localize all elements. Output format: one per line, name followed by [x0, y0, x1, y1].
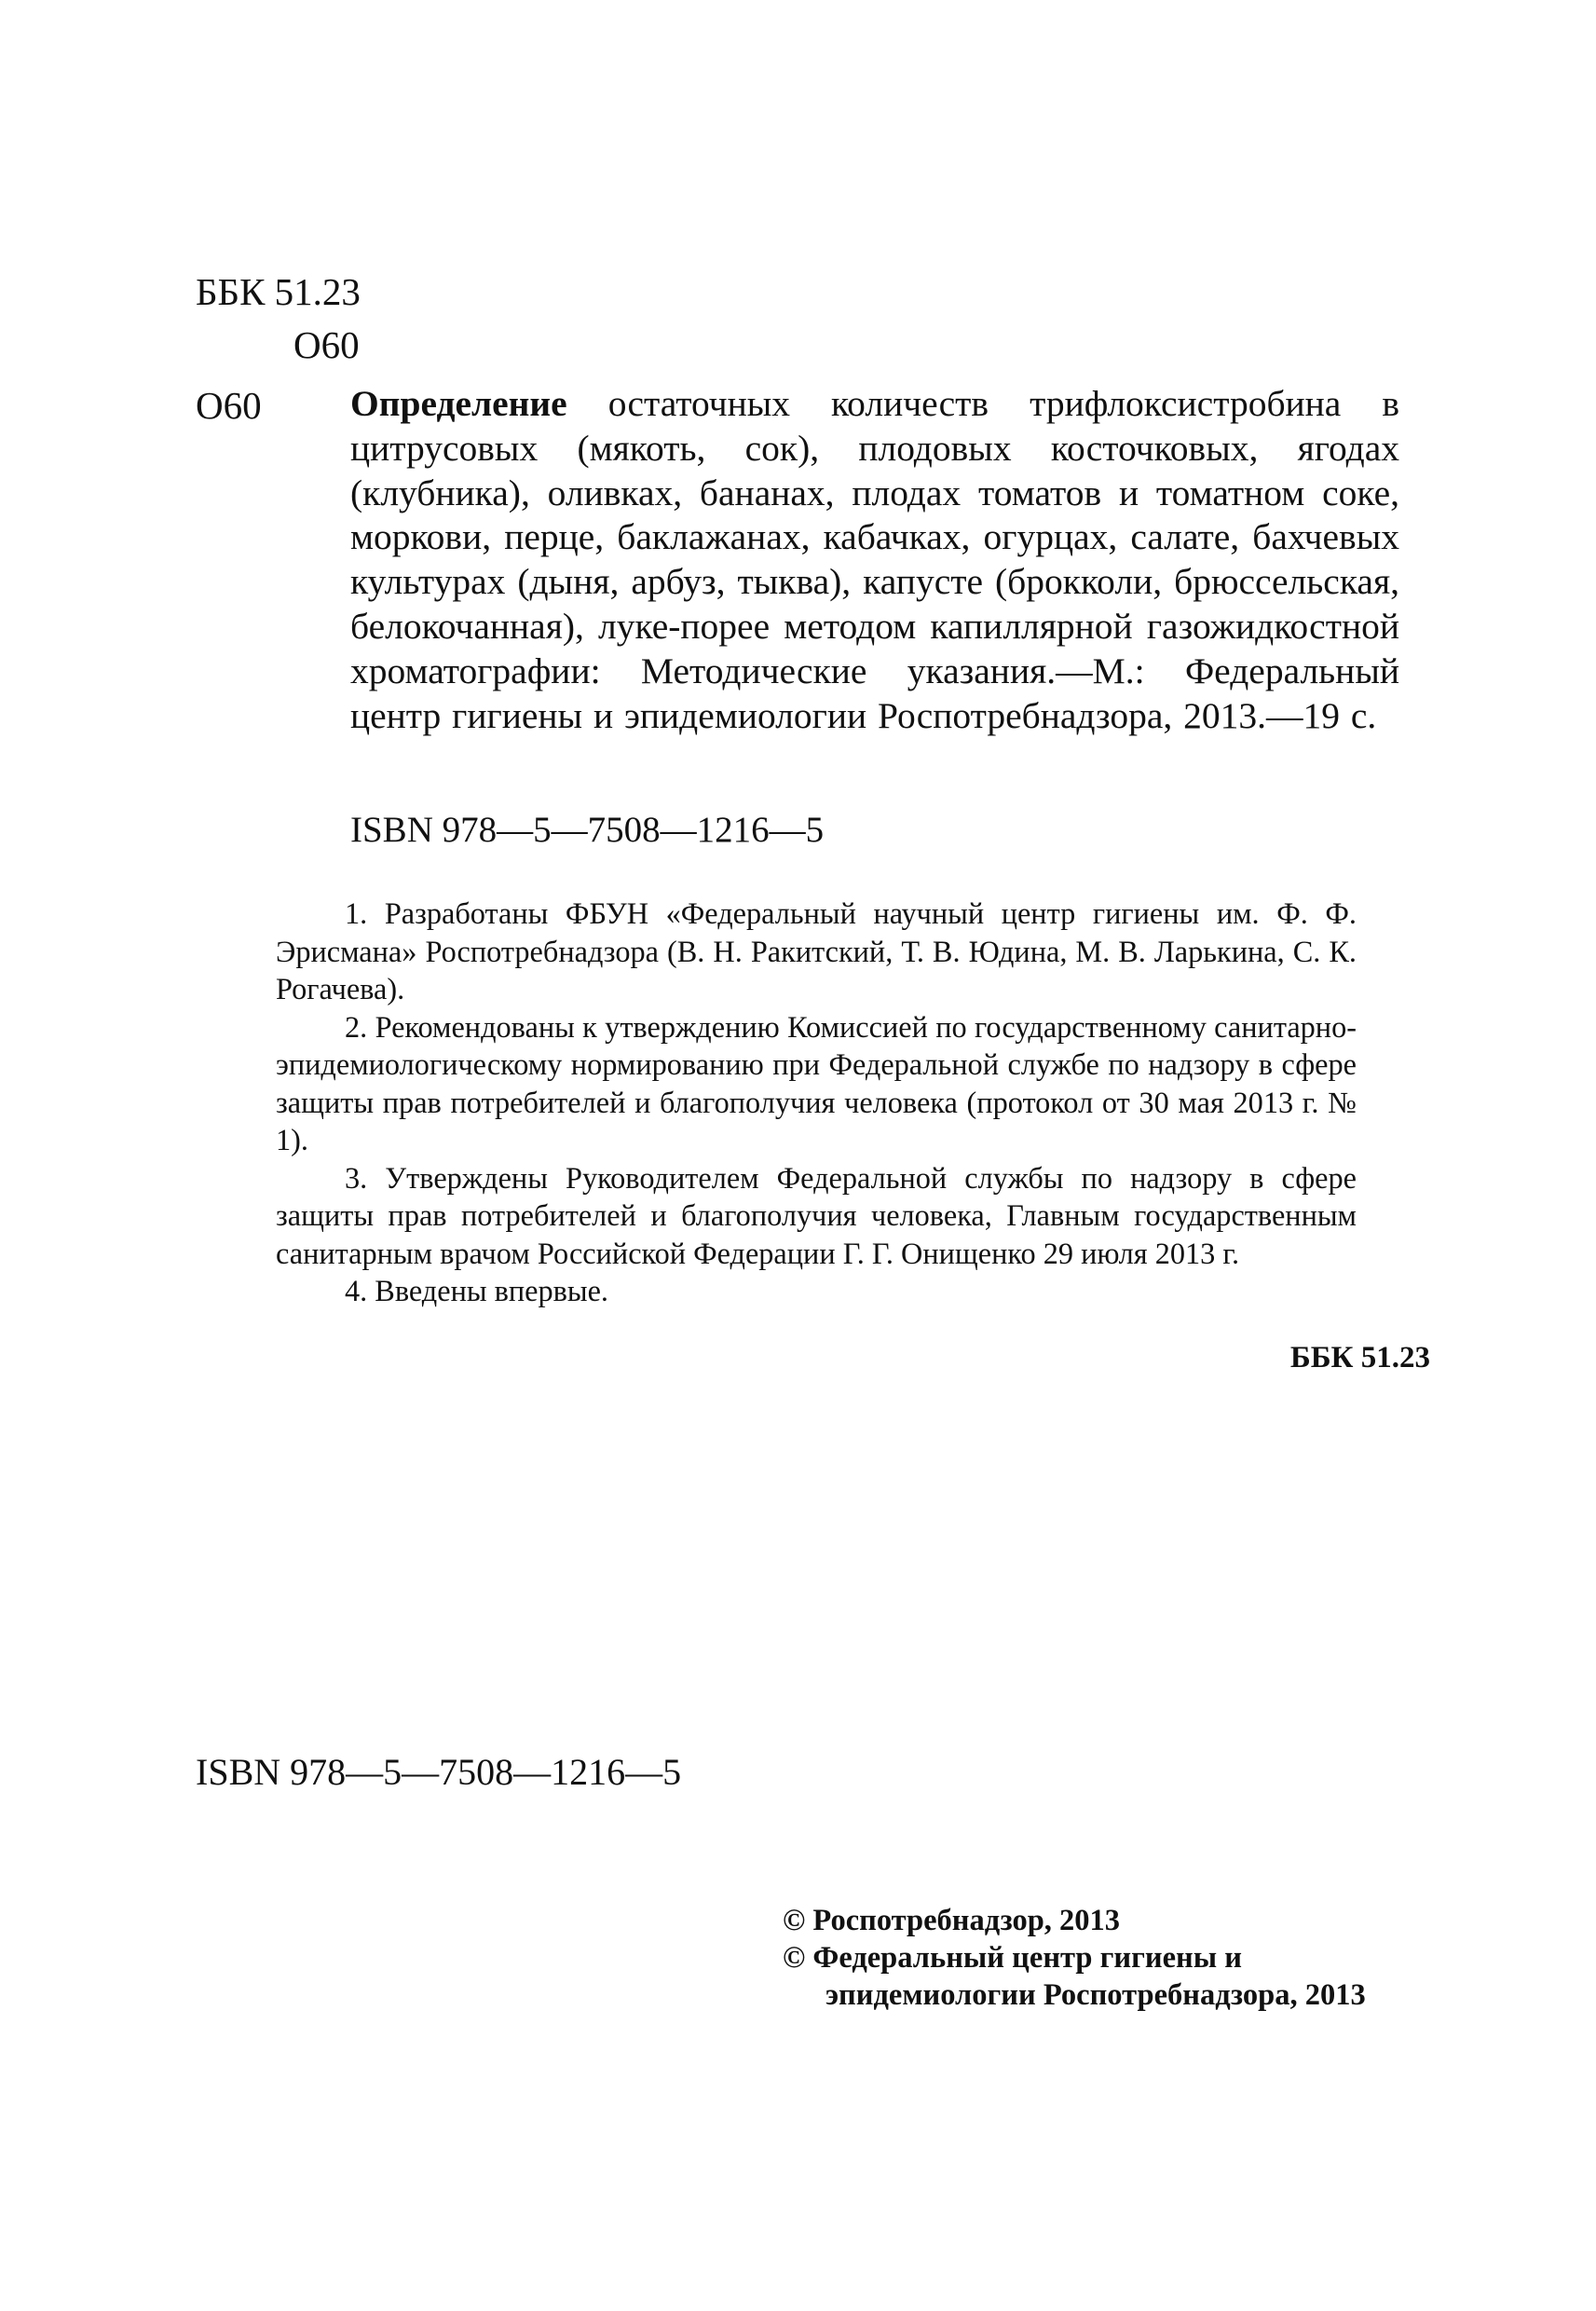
author-mark-top: О60 [293, 323, 360, 366]
isbn-entry: ISBN 978—5—7508—1216—5 [350, 810, 825, 850]
copyright-line: © Федеральный центр гигиены и [783, 1941, 1242, 1975]
bbk-classification-top: ББК 51.23 [196, 270, 361, 313]
copyright-line: эпидемиологии Роспотребнадзора, 2013 [825, 1978, 1366, 2012]
isbn-bottom: ISBN 978—5—7508—1216—5 [196, 1751, 682, 1793]
publication-notes [276, 895, 1357, 1310]
copyright-block [783, 1902, 1366, 2014]
note-item: 3. Утверждены Руководителем Федеральной службы по надзору в сфере защиты прав потребителей и благополучия человека, Главным государственным санитарным врачом Российской Федерации Г. Г. Онищенко 29 июля 2013 г. [276, 1160, 1357, 1270]
entry-title-lead: Определение [350, 383, 567, 424]
note-item: 1. Разработаны ФБУН «Федеральный научный центр гигиены им. Ф. Ф. Эрисмана» Роспотребнадзора (В. Н. Ракитский, Т. В. Юдина, М. В. Ларькина, С. К. Рогачева). [276, 896, 1357, 1005]
note-item: 2. Рекомендованы к утверждению Комиссией по государственному санитарно-эпидемиологическому нормированию при Федеральной службе по надзору в сфере защиты прав потребителей и благополучия человека (протокол от 30 мая 2013 г. № 1). [276, 1009, 1357, 1156]
copyright-line: © Роспотребнадзор, 2013 [783, 1904, 1121, 1937]
author-mark-entry: О60 [196, 384, 262, 427]
entry-text: остаточных количеств трифлоксистробина в цитрусовых (мякоть, сок), плодовых косточковых, ягодах (клубника), оливках, бананах, плодах томатов и томатном соке, моркови, перце, баклажанах, кабачках, огурцах, салате, бахчевых культурах (дыня, арбуз, тыква), капусте (брокколи, брюссельская, белокочанная), луке-порее методом капиллярной газожидкостной хроматографии: Методические указания.—М.: Федеральный центр гигиены и эпидемиологии Роспотребнадзора, 2013.—19 с. [350, 383, 1399, 736]
bbk-classification-right: ББК 51.23 [1289, 1341, 1430, 1374]
note-item: 4. Введены впервые. [345, 1274, 609, 1307]
bibliographic-entry [350, 382, 1399, 738]
